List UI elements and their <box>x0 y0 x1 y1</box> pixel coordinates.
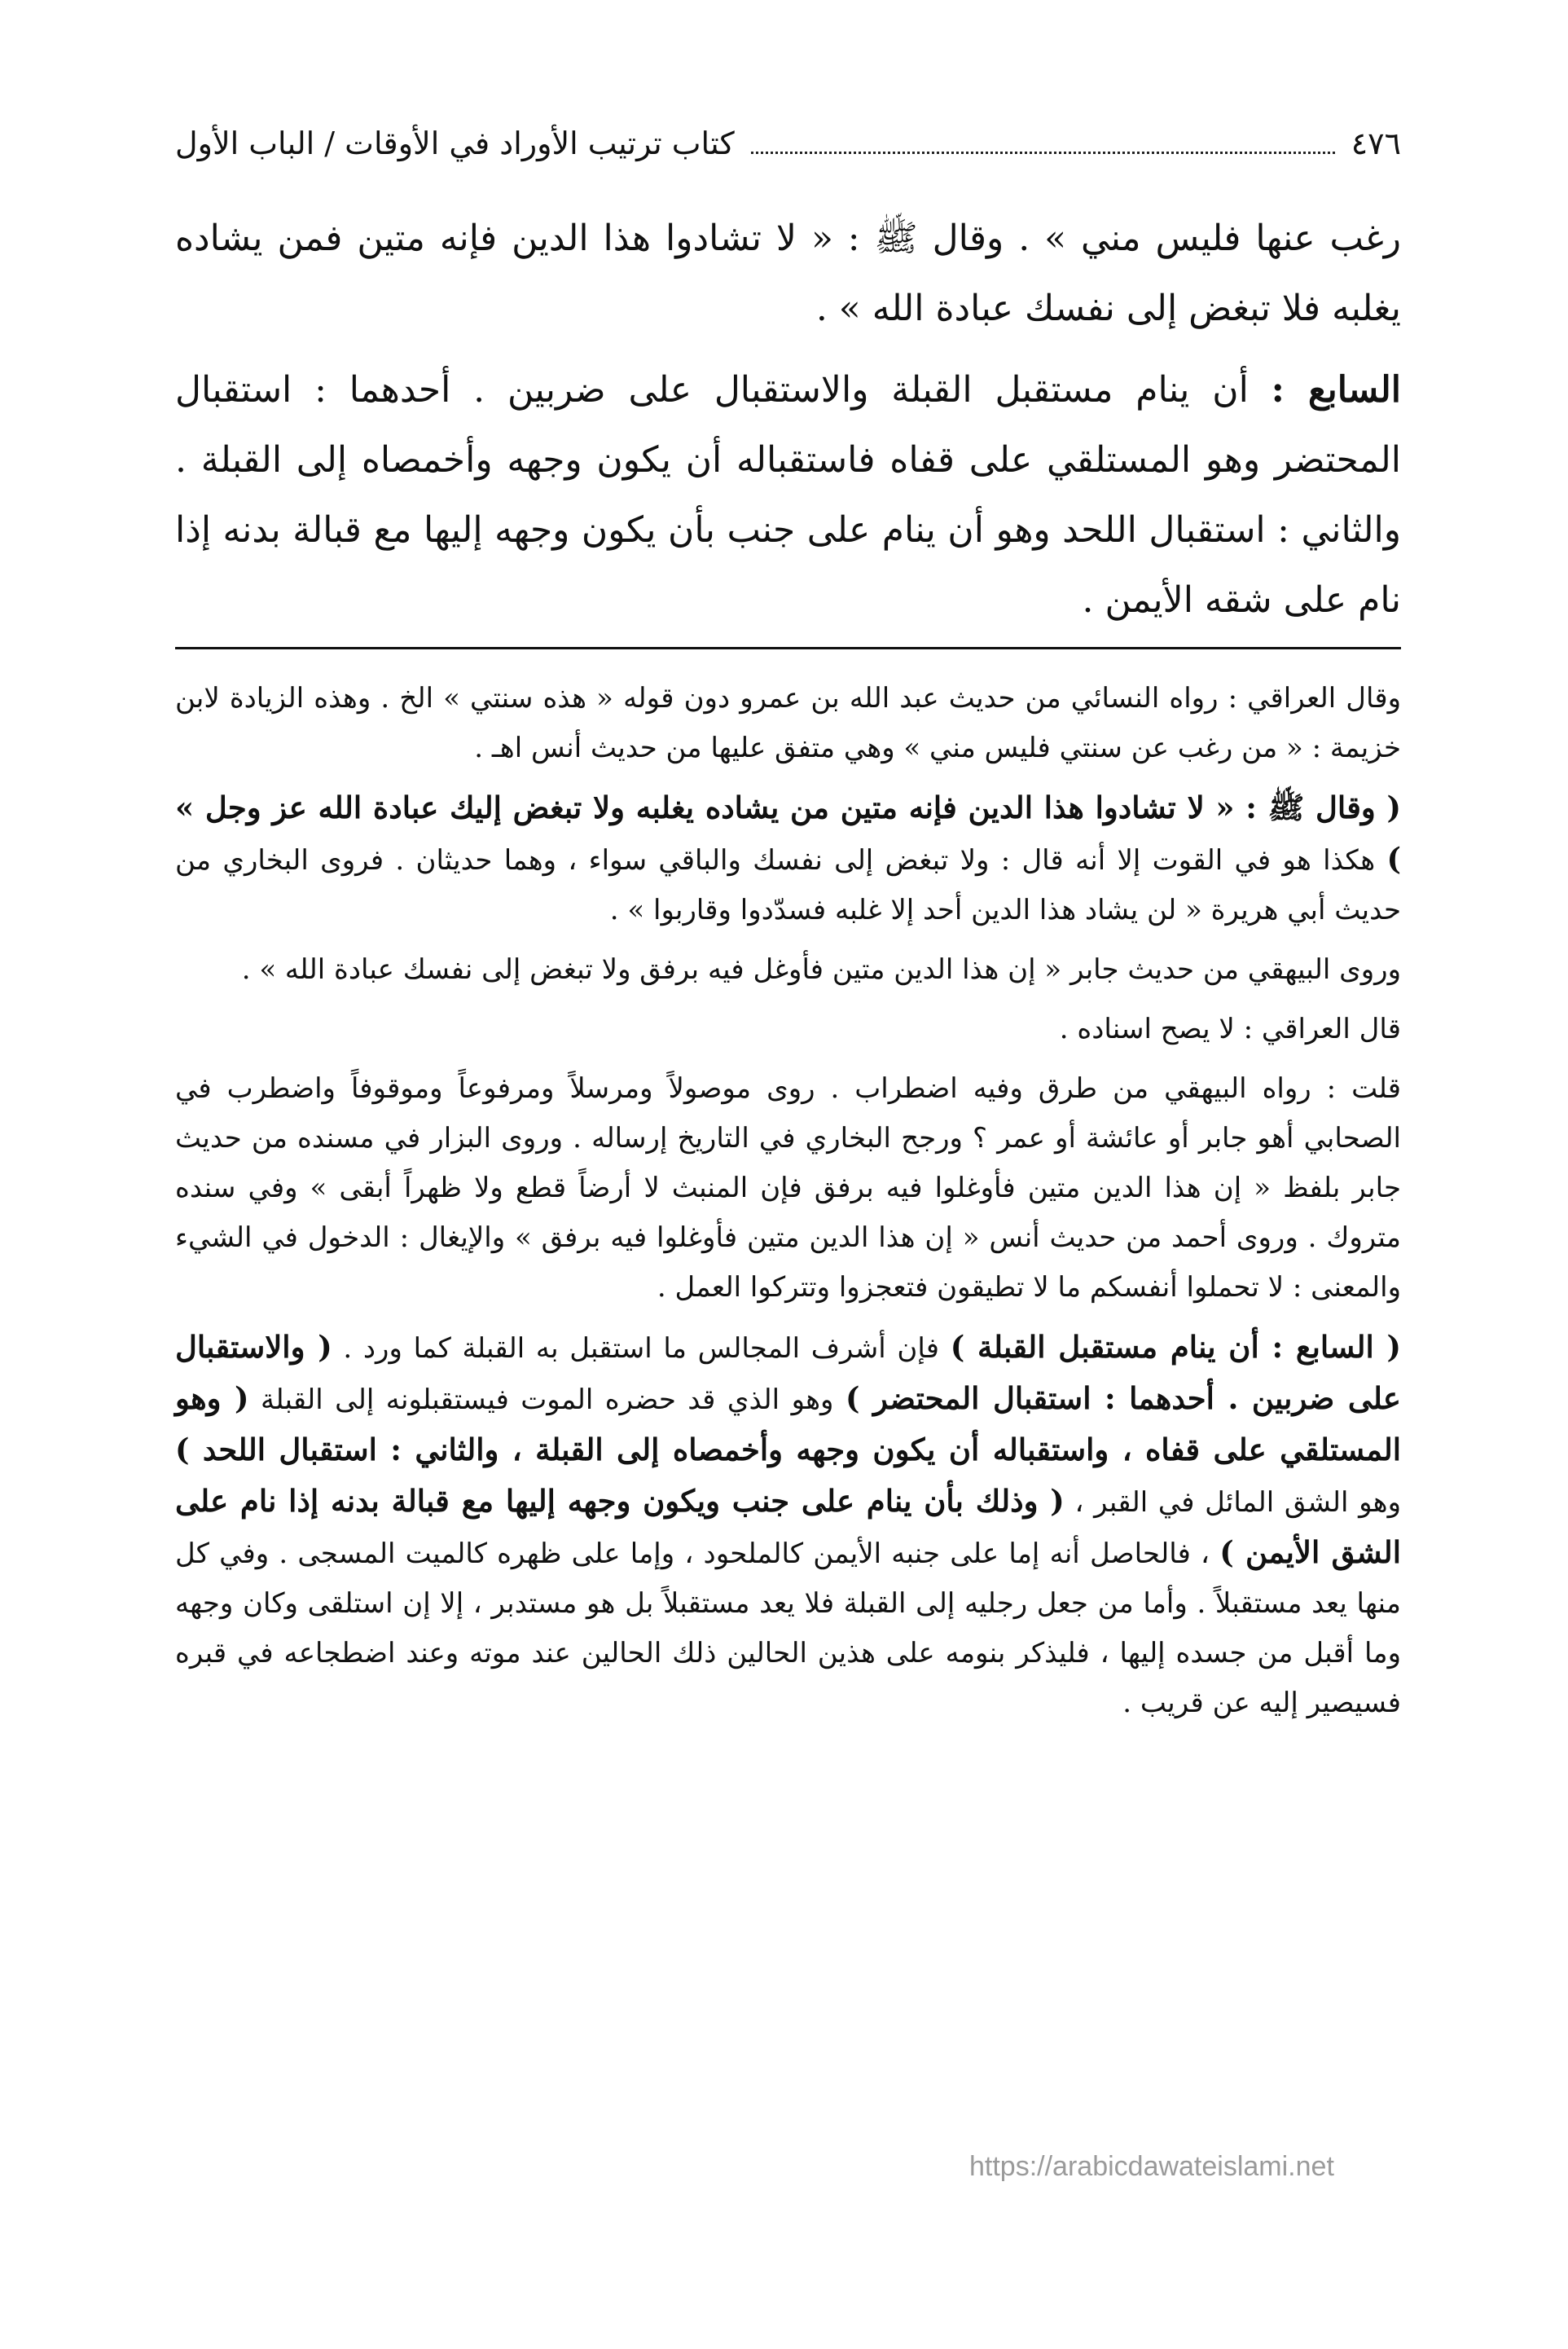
commentary-text: وهو الذي قد حضره الموت فيستقبلونه إلى القبلة <box>248 1383 845 1416</box>
page-number: ٤٧٦ <box>1351 125 1401 161</box>
commentary <box>175 674 1401 1728</box>
commentary-paragraph-3: وروى البيهقي من حديث جابر « إن هذا الدين متين فأوغل فيه برفق ولا تبغض إلى نفسك عبادة الله » . <box>241 953 1401 986</box>
quoted-matn: ( السابع : أن ينام مستقبل القبلة ) <box>950 1329 1402 1365</box>
quoted-matn: ( وهو المستلقي على قفاه ، واستقباله أن يكون وجهه وأخمصاه إلى القبلة ، والثاني : استقبال اللحد ) <box>175 1380 1401 1467</box>
quoted-matn: ( وذلك بأن ينام على جنب ويكون وجهه إليها مع قبالة بدنه إذا نام على الشق الأيمن ) <box>175 1483 1401 1570</box>
quoted-matn: ( والاستقبال على ضربين . أحدهما : استقبال المحتضر ) <box>175 1329 1401 1416</box>
commentary-paragraph-1: وقال العراقي : رواه النسائي من حديث عبد الله بن عمرو دون قوله « هذه سنتي » الخ . وهذه الزيادة لابن خزيمة : « من رغب عن سنتي فليس مني » وهي متفق عليها من حديث أنس اهـ . <box>175 682 1401 764</box>
commentary-text: ، فالحاصل أنه إما على جنبه الأيمن كالملحود ، وإما على ظهره كالميت المسجى . وفي كل منها يعد مستقبلاً . وأما من جعل رجليه إلى القبلة فلا يعد مستقبلاً بل هو مستدبر ، إلا إن استلقى وكان وجهه وما أقبل من جسده إليها ، فليذكر بنومه على هذين الحالين ذلك الحالين عند موته وعند اضطجاعه في قبره فسيصير إليه عن قريب . <box>175 1537 1401 1719</box>
main-text <box>175 204 1401 636</box>
running-title: كتاب ترتيب الأوراد في الأوقات / الباب الأول <box>175 125 735 161</box>
commentary-text: فإن أشرف المجالس ما استقبل به القبلة كما ورد . <box>332 1332 951 1365</box>
section-lead: السابع : <box>1271 369 1402 411</box>
commentary-paragraph-6 <box>175 1322 1401 1728</box>
quoted-matn: ( وقال ﷺ : « لا تشادوا هذا الدين فإنه متين من يشاده يغلبه ولا تبغض إليك عبادة الله عز وجل » ) <box>175 790 1401 877</box>
book-page <box>175 122 1401 2241</box>
commentary-paragraph-5: قلت : رواه البيهقي من طرق وفيه اضطراب . روى موصولاً ومرسلاً ومرفوعاً وموقوفاً واضطرب في الصحابي أهو جابر أو عائشة أو عمر ؟ ورجح البخاري في التاريخ إرساله . وروى البزار في مسنده من حديث جابر بلفظ « إن هذا الدين متين فأوغلوا فيه برفق فإن المنبث لا أرضاً قطع ولا ظهراً أبقى » وفي سنده متروك . وروى أحمد من حديث أنس « إن هذا الدين متين فأوغلوا فيه برفق » والإيغال : الدخول في الشيء والمعنى : لا تحملوا أنفسكم ما لا تطيقون فتعجزوا وتتركوا العمل . <box>175 1072 1401 1304</box>
commentary-paragraph-4: قال العراقي : لا يصح اسناده . <box>1059 1013 1401 1045</box>
page-header <box>175 122 1401 171</box>
commentary-text: وهو الشق المائل في القبر ، <box>1064 1486 1401 1519</box>
main-paragraph-2 <box>175 355 1401 636</box>
commentary-text: هكذا هو في القوت إلا أنه قال : ولا تبغض إلى نفسك والباقي سواء ، وهما حديثان . فروى البخاري من حديث أبي هريرة « لن يشاد هذا الدين أحد إلا غلبه فسدّدوا وقاربوا » . <box>175 844 1401 926</box>
watermark-url: https://arabicdawateislami.net <box>969 2151 1334 2182</box>
main-paragraph-1: رغب عنها فليس مني » . وقال ﷺ : « لا تشادوا هذا الدين فإنه متين فمن يشاده يغلبه فلا تبغض إلى نفسك عبادة الله » . <box>175 218 1401 329</box>
header-dotted-leader <box>751 129 1335 154</box>
commentary-paragraph-2 <box>175 783 1401 935</box>
footnote-divider <box>175 647 1401 649</box>
section-text: أن ينام مستقبل القبلة والاستقبال على ضربين . أحدهما : استقبال المحتضر وهو المستلقي على قفاه فاستقباله أن يكون وجهه وأخمصاه إلى القبلة . والثاني : استقبال اللحد وهو أن ينام على جنب بأن يكون وجهه إليها مع قبالة بدنه إذا نام على شقه الأيمن . <box>175 369 1401 621</box>
